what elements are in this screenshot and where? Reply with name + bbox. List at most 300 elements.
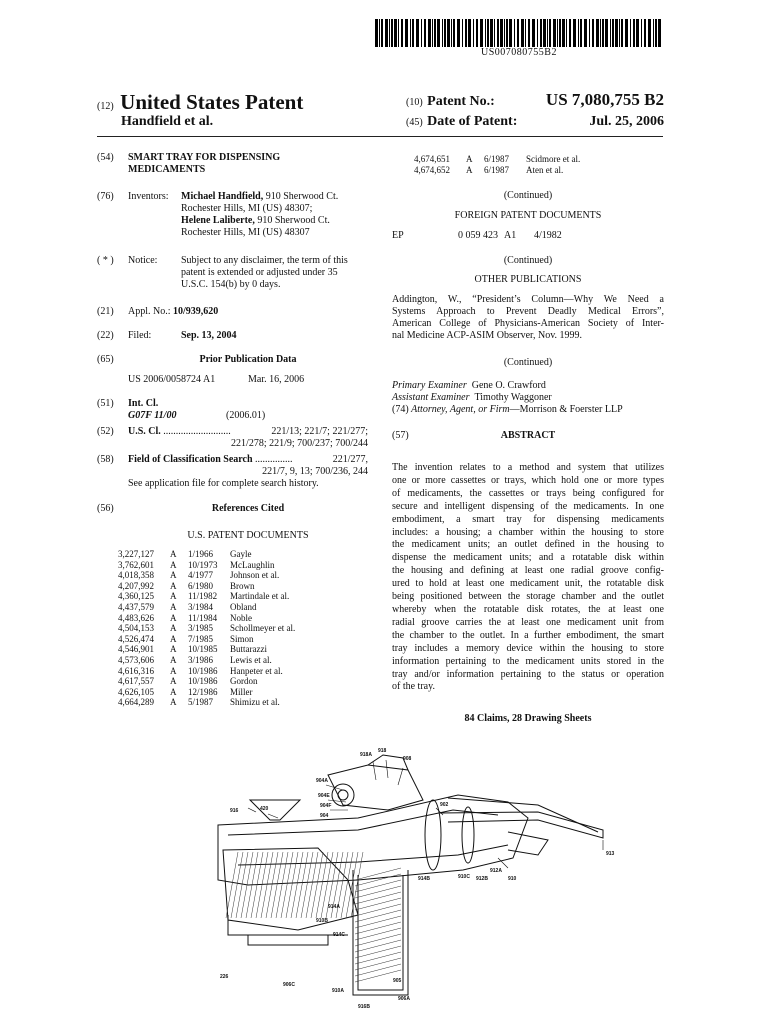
barcode-bar (465, 19, 467, 47)
us-cl-line-2: 221/278; 221/9; 700/237; 700/244 (231, 438, 368, 449)
barcode-bar (514, 19, 515, 47)
drawing-reference-label: 906A (398, 996, 410, 1002)
abstract-line: of the tray. (392, 681, 435, 693)
reference-inventor: Schollmeyer et al. (230, 623, 296, 634)
inventor-2-address: 910 Sherwood Ct. (257, 215, 330, 226)
reference-inventor: Johnson et al. (230, 570, 280, 581)
reference-patent-number: 4,437,579 (118, 601, 154, 612)
reference-patent-number: 4,018,358 (118, 570, 154, 581)
reference-row (414, 165, 580, 176)
barcode-bar (559, 19, 561, 47)
reference-inventor: Gayle (230, 549, 252, 559)
barcode-bar (490, 19, 493, 47)
field-search-dots: ............... (255, 454, 293, 465)
primary-examiner-line (392, 380, 546, 392)
abstract-line: the chamber to the outlet. In a further embodiment, the smart (392, 629, 664, 641)
reference-date: 3/1985 (188, 623, 214, 634)
barcode-bar (532, 19, 535, 47)
barcode-bar (468, 19, 471, 47)
hatch-line (355, 910, 401, 922)
inventor-1-city: Rochester Hills, MI (US) 48307; (181, 203, 313, 214)
hatch-line (316, 852, 328, 918)
drawing-reference-label: 914B (418, 876, 430, 882)
barcode-bar (547, 19, 548, 47)
hatch-line (231, 852, 243, 918)
drawing-reference-label: 910C (458, 874, 470, 880)
prior-pub-date: Mar. 16, 2006 (248, 374, 305, 385)
filed-value: Sep. 13, 2004 (181, 330, 237, 341)
notice-line-3: U.S.C. 154(b) by 0 days. (181, 279, 281, 290)
reference-row (118, 560, 295, 571)
foreign-ref-country: EP (392, 230, 404, 241)
reference-kind-code: A (170, 676, 177, 687)
drawing-hatching (226, 852, 401, 982)
us-cl-label: U.S. Cl. (128, 426, 161, 437)
reference-patent-number: 4,626,105 (118, 686, 154, 697)
drawing-reference-label: 912B (476, 876, 488, 882)
barcode-bar (573, 19, 576, 47)
attorney-label: Attorney, Agent, or Firm (411, 404, 510, 415)
barcode-bar (549, 19, 551, 47)
field-search-label: Field of Classification Search (128, 454, 253, 465)
filed-label: Filed: (128, 330, 152, 341)
drawing-reference-label: 912A (490, 868, 502, 874)
hatch-line (301, 852, 313, 918)
reference-row (118, 549, 295, 560)
reference-row (414, 154, 580, 165)
int-cl-value: G07F 11/00 (128, 410, 177, 421)
reference-patent-number: 4,674,651 (414, 154, 450, 164)
barcode-bar (476, 19, 478, 47)
other-pub-line-3: American College of Physicians-American Society of Inter- (392, 318, 664, 329)
barcode-bar (653, 19, 654, 47)
reference-row (118, 591, 295, 602)
foreign-ref-date: 4/1982 (534, 230, 562, 241)
inventor-1-line (181, 191, 338, 203)
reference-inventor: Buttarazzi (230, 644, 267, 655)
other-pub-line-1: Addington, W., “President’s Column—Why We Need a (392, 294, 664, 305)
inventor-2-city: Rochester Hills, MI (US) 48307 (181, 227, 310, 238)
barcode-bar (569, 19, 571, 47)
reference-patent-number: 4,617,557 (118, 676, 154, 687)
barcode-bar (625, 19, 628, 47)
barcode-bar (398, 19, 399, 47)
reference-row (118, 666, 295, 677)
reference-kind-code: A (170, 697, 177, 708)
assistant-examiner-label: Assistant Examiner (392, 392, 470, 403)
tag-58: (58) (97, 454, 114, 465)
abstract-line: secure and intelligent dispensing of the medicaments. In one (392, 500, 664, 512)
barcode-bar (537, 19, 538, 47)
abstract-line: embodiment, a smart tray for dispensing medicaments (392, 513, 664, 525)
barcode-bar (381, 19, 383, 47)
tag-57: (57) (392, 430, 409, 441)
hatch-line (271, 852, 283, 918)
abstract-line: whereby when the rotatable disk rotates, the at least one (392, 603, 664, 615)
reference-date: 10/1986 (188, 676, 218, 687)
barcode-bar (385, 19, 388, 47)
drawing-reference-label: 918 (378, 748, 387, 754)
barcode-bar (444, 19, 446, 47)
reference-patent-number: 4,526,474 (118, 633, 154, 644)
inventor-2-line (181, 215, 330, 227)
tag-52: (52) (97, 426, 114, 437)
int-cl-label: Int. Cl. (128, 398, 159, 409)
tag-76: (76) (97, 191, 114, 202)
barcode-bar (428, 19, 431, 47)
barcode-bar (506, 19, 508, 47)
reference-patent-number: 3,227,127 (118, 549, 154, 559)
inventor-short: Handfield et al. (121, 114, 214, 129)
reference-kind-code: A (170, 570, 177, 581)
barcode-bar (525, 19, 526, 47)
abstract-line: includes: a housing; a chamber within the housing to store (392, 526, 664, 538)
barcode-bar (410, 19, 411, 47)
barcode-bar (509, 19, 512, 47)
reference-kind-code: A (170, 633, 177, 644)
barcode-bar (405, 19, 408, 47)
inventor-1-address: 910 Sherwood Ct. (265, 191, 339, 202)
patent-date: Jul. 25, 2006 (589, 114, 664, 129)
abstract-heading: ABSTRACT (500, 430, 556, 441)
reference-row (118, 697, 295, 708)
patent-date-line (406, 114, 664, 130)
drawing-reference-label: 905 (393, 978, 402, 984)
drawing-reference-label: 904F (320, 803, 332, 809)
us-references-table (118, 549, 295, 708)
barcode-bar (615, 19, 618, 47)
hatch-line (355, 904, 401, 916)
inventor-1-name: Michael Handfield, (181, 191, 264, 202)
drawing-reference-label: 910B (316, 918, 328, 924)
reference-date: 3/1984 (188, 601, 214, 612)
reference-inventor: McLaughlin (230, 559, 275, 570)
barcode-bar (528, 19, 530, 47)
inventor-2-name: Helene Laliberte, (181, 215, 255, 226)
field-search-label-line (128, 454, 293, 466)
patent-number-line (406, 90, 664, 110)
reference-kind-code: A (170, 644, 177, 655)
barcode-bar (566, 19, 567, 47)
reference-date: 10/1985 (188, 644, 218, 655)
tag-45: (45) (406, 117, 423, 128)
foreign-ref-kind: A1 (504, 230, 517, 241)
barcode-bar (517, 19, 519, 47)
hatch-line (306, 852, 318, 918)
appl-no-value: 10/939,620 (173, 306, 219, 317)
drawing-reference-label: 904 (320, 813, 329, 819)
reference-patent-number: 4,207,992 (118, 580, 154, 591)
patent-number-label: Patent No.: (427, 94, 495, 109)
drawing-reference-label: 910 (508, 876, 517, 882)
barcode-bar (504, 19, 505, 47)
reference-kind-code: A (170, 549, 177, 559)
barcode-bar (605, 19, 608, 47)
reference-inventor: Lewis et al. (230, 654, 272, 665)
reference-inventor: Noble (230, 612, 252, 623)
barcode-bar (658, 19, 661, 47)
inventors-label: Inventors: (128, 191, 169, 202)
barcode-bar (391, 19, 393, 47)
hatch-line (355, 952, 401, 964)
drawing-reference-labels (220, 748, 615, 1010)
drawing-reference-label: 914C (333, 932, 345, 938)
tag-notice: ( * ) (97, 255, 114, 266)
reference-inventor: Obland (230, 601, 257, 612)
barcode-bar (462, 19, 463, 47)
hatch-line (286, 852, 298, 918)
barcode-bar (432, 19, 433, 47)
invention-title-line-1: SMART TRAY FOR DISPENSING (128, 152, 281, 163)
claims-summary: 84 Claims, 28 Drawing Sheets (464, 713, 592, 724)
hatch-line (355, 922, 401, 934)
barcode-bar (610, 19, 611, 47)
barcode-bar (500, 19, 503, 47)
hatch-line (296, 852, 308, 918)
reference-patent-number: 4,546,901 (118, 644, 154, 655)
reference-patent-number: 4,483,626 (118, 612, 154, 623)
barcode-bar (494, 19, 495, 47)
barcode (375, 19, 663, 47)
drawing-reference-label: 913 (606, 851, 615, 857)
barcode-bar (412, 19, 414, 47)
tag-74: (74) (392, 404, 409, 415)
barcode-bar (633, 19, 635, 47)
assistant-examiner-line (392, 392, 552, 404)
barcode-bar (487, 19, 489, 47)
barcode-bar (636, 19, 639, 47)
barcode-bar (447, 19, 450, 47)
reference-inventor: Scidmore et al. (526, 154, 581, 164)
reference-kind-code: A (170, 580, 177, 591)
tag-10: (10) (406, 97, 423, 108)
tag-12: (12) (97, 101, 114, 112)
barcode-bar (612, 19, 614, 47)
drawing-reference-label: 904E (318, 793, 330, 799)
reference-kind-code: A (170, 623, 177, 634)
reference-inventor: Gordon (230, 676, 258, 687)
hatch-line (261, 852, 273, 918)
reference-patent-number: 4,616,316 (118, 665, 154, 676)
continued-3: (Continued) (503, 357, 553, 368)
barcode-bar (641, 19, 642, 47)
reference-patent-number: 3,762,601 (118, 559, 154, 570)
primary-examiner-label: Primary Examiner (392, 380, 467, 391)
reference-patent-number: 4,504,153 (118, 623, 154, 634)
hatch-line (355, 934, 401, 946)
abstract-line: dispense the medicament units; and a rotatable disk within (392, 552, 664, 564)
assistant-examiner-name: Timothy Waggoner (474, 392, 552, 403)
reference-inventor: Hanpeter et al. (230, 665, 283, 676)
hatch-line (355, 928, 401, 940)
drawing-reference-label: 916 (230, 808, 239, 814)
notice-line-1: Subject to any disclaimer, the term of this (181, 255, 348, 266)
barcode-bar (416, 19, 419, 47)
patent-drawing (208, 740, 628, 1018)
other-pub-line-2: Systems Approach to Prevent Deadly Medical Errors”, (392, 306, 664, 317)
reference-date: 12/1986 (188, 686, 218, 697)
abstract-line: being positioned between the storage chamber and the outlet (392, 591, 664, 603)
patent-number: US 7,080,755 B2 (545, 90, 664, 109)
barcode-bar (562, 19, 565, 47)
barcode-bar (421, 19, 422, 47)
reference-date: 11/1984 (188, 612, 218, 623)
reference-date: 11/1982 (188, 591, 218, 602)
reference-date: 6/1980 (188, 580, 214, 591)
patent-title: United States Patent (120, 90, 304, 114)
barcode-bar (451, 19, 452, 47)
reference-patent-number: 4,360,125 (118, 591, 154, 602)
continued-1: (Continued) (503, 190, 553, 201)
hatch-line (266, 852, 278, 918)
reference-patent-number: 4,664,289 (118, 697, 154, 708)
reference-row (118, 655, 295, 666)
reference-date: 5/1987 (188, 697, 214, 708)
notice-line-2: patent is extended or adjusted under 35 (181, 267, 338, 278)
reference-date: 6/1987 (484, 154, 510, 164)
appl-no-line (128, 306, 218, 318)
reference-date: 10/1986 (188, 665, 218, 676)
barcode-bar (389, 19, 390, 47)
reference-kind-code: A (170, 612, 177, 623)
barcode-bar (630, 19, 631, 47)
field-search-line-2: 221/7, 9, 13; 700/236, 244 (262, 466, 368, 477)
abstract-line: of medicaments, the cassettes or trays being configured for (392, 487, 664, 499)
reference-date: 7/1985 (188, 633, 214, 644)
int-cl-year: (2006.01) (226, 410, 266, 421)
barcode-bar (437, 19, 440, 47)
barcode-bar (644, 19, 646, 47)
barcode-bar (375, 19, 378, 47)
reference-kind-code: A (170, 665, 177, 676)
barcode-bar (602, 19, 604, 47)
field-search-note: See application file for complete search history. (128, 478, 319, 489)
attorney-line (392, 404, 623, 416)
reference-kind-code: A (170, 559, 177, 570)
reference-date: 3/1986 (188, 654, 214, 665)
attorney-name: —Morrison & Foerster LLP (509, 404, 623, 415)
reference-inventor: Brown (230, 580, 255, 591)
hatch-line (355, 898, 401, 910)
barcode-bar (596, 19, 599, 47)
barcode-bar (589, 19, 590, 47)
abstract-text (392, 462, 664, 694)
drawing-reference-label: 908 (403, 756, 412, 762)
hatch-line (276, 852, 288, 918)
barcode-bar (401, 19, 403, 47)
us-cl-label-line (128, 426, 231, 438)
drawing-reference-label: 916B (358, 1004, 370, 1010)
hatch-line (355, 880, 401, 892)
reference-kind-code: A (170, 654, 177, 665)
drawing-reference-label: 226 (220, 974, 229, 980)
field-search-line-1: 221/277, (332, 454, 368, 465)
notice-label: Notice: (128, 255, 158, 266)
tag-21: (21) (97, 306, 114, 317)
drawing-reference-label: 918A (360, 752, 372, 758)
reference-row (118, 570, 295, 581)
appl-no-label: Appl. No.: (128, 306, 171, 317)
barcode-bar (557, 19, 558, 47)
hatch-line (311, 852, 323, 918)
barcode-number: US007080755B2 (481, 47, 557, 58)
abstract-line: the housing and defining at least one radial groove config- (392, 565, 664, 577)
abstract-line: ured to hold at least one medicament unit, the rotatable disk (392, 578, 664, 590)
hatch-line (281, 852, 293, 918)
barcode-bar (584, 19, 587, 47)
tag-65: (65) (97, 354, 114, 365)
other-pubs-heading: OTHER PUBLICATIONS (474, 274, 582, 285)
hatch-line (355, 886, 401, 898)
barcode-bar (621, 19, 623, 47)
barcode-bar (394, 19, 397, 47)
reference-row (118, 581, 295, 592)
drawing-reference-label: 910A (332, 988, 344, 994)
drawing-reference-label: 420 (260, 806, 269, 812)
barcode-bar (553, 19, 556, 47)
drawing-reference-label: 904A (316, 778, 328, 784)
barcode-bar (473, 19, 474, 47)
drawing-reference-label: 906C (283, 982, 295, 988)
hatch-line (355, 964, 401, 976)
abstract-line: one or more cassettes or trays, which hold one or more types (392, 474, 664, 486)
us-patent-docs-heading: U.S. PATENT DOCUMENTS (187, 530, 309, 541)
barcode-bar (497, 19, 499, 47)
abstract-line: tray includes a memory device within the housing to store (392, 642, 664, 654)
tag-22: (22) (97, 330, 114, 341)
barcode-bar (648, 19, 651, 47)
reference-inventor: Shimizu et al. (230, 697, 280, 708)
abstract-line: the medicament units; an outlet defined in the housing to (392, 539, 664, 551)
reference-kind-code: A (170, 601, 177, 612)
reference-row (118, 676, 295, 687)
references-heading: References Cited (211, 503, 285, 514)
abstract-line: radial groove carries the at least one medicament unit from (392, 616, 664, 628)
barcode-bar (453, 19, 455, 47)
continued-2: (Continued) (503, 255, 553, 266)
tag-56: (56) (97, 503, 114, 514)
barcode-bar (540, 19, 542, 47)
barcode-bar (521, 19, 524, 47)
barcode-bar (655, 19, 657, 47)
header-rule (97, 136, 663, 137)
primary-examiner-name: Gene O. Crawford (471, 380, 546, 391)
barcode-bar (578, 19, 579, 47)
reference-date: 10/1973 (188, 559, 218, 570)
invention-title-line-2: MEDICAMENTS (128, 164, 206, 175)
reference-kind-code: A (466, 164, 473, 175)
reference-row (118, 644, 295, 655)
barcode-bar (580, 19, 582, 47)
barcode-bar (424, 19, 426, 47)
hatch-line (355, 940, 401, 952)
reference-date: 1/1966 (188, 549, 214, 559)
foreign-ref-number: 0 059 423 (458, 230, 498, 241)
hatch-line (355, 946, 401, 958)
hatch-line (355, 916, 401, 928)
barcode-bar (619, 19, 620, 47)
barcode-bar (543, 19, 546, 47)
reference-kind-code: A (466, 154, 473, 164)
tag-54: (54) (97, 152, 114, 163)
barcode-bar (600, 19, 601, 47)
us-cl-line-1: 221/13; 221/7; 221/277; (271, 426, 368, 437)
reference-kind-code: A (170, 591, 177, 602)
hatch-line (291, 852, 303, 918)
abstract-line: information pertaining to the medicament units stored in the (392, 655, 664, 667)
other-pub-line-4: nal Medicine ACP-ASIM Observer, Nov. 1999. (392, 330, 583, 341)
drawing-reference-label: 902 (440, 802, 449, 808)
